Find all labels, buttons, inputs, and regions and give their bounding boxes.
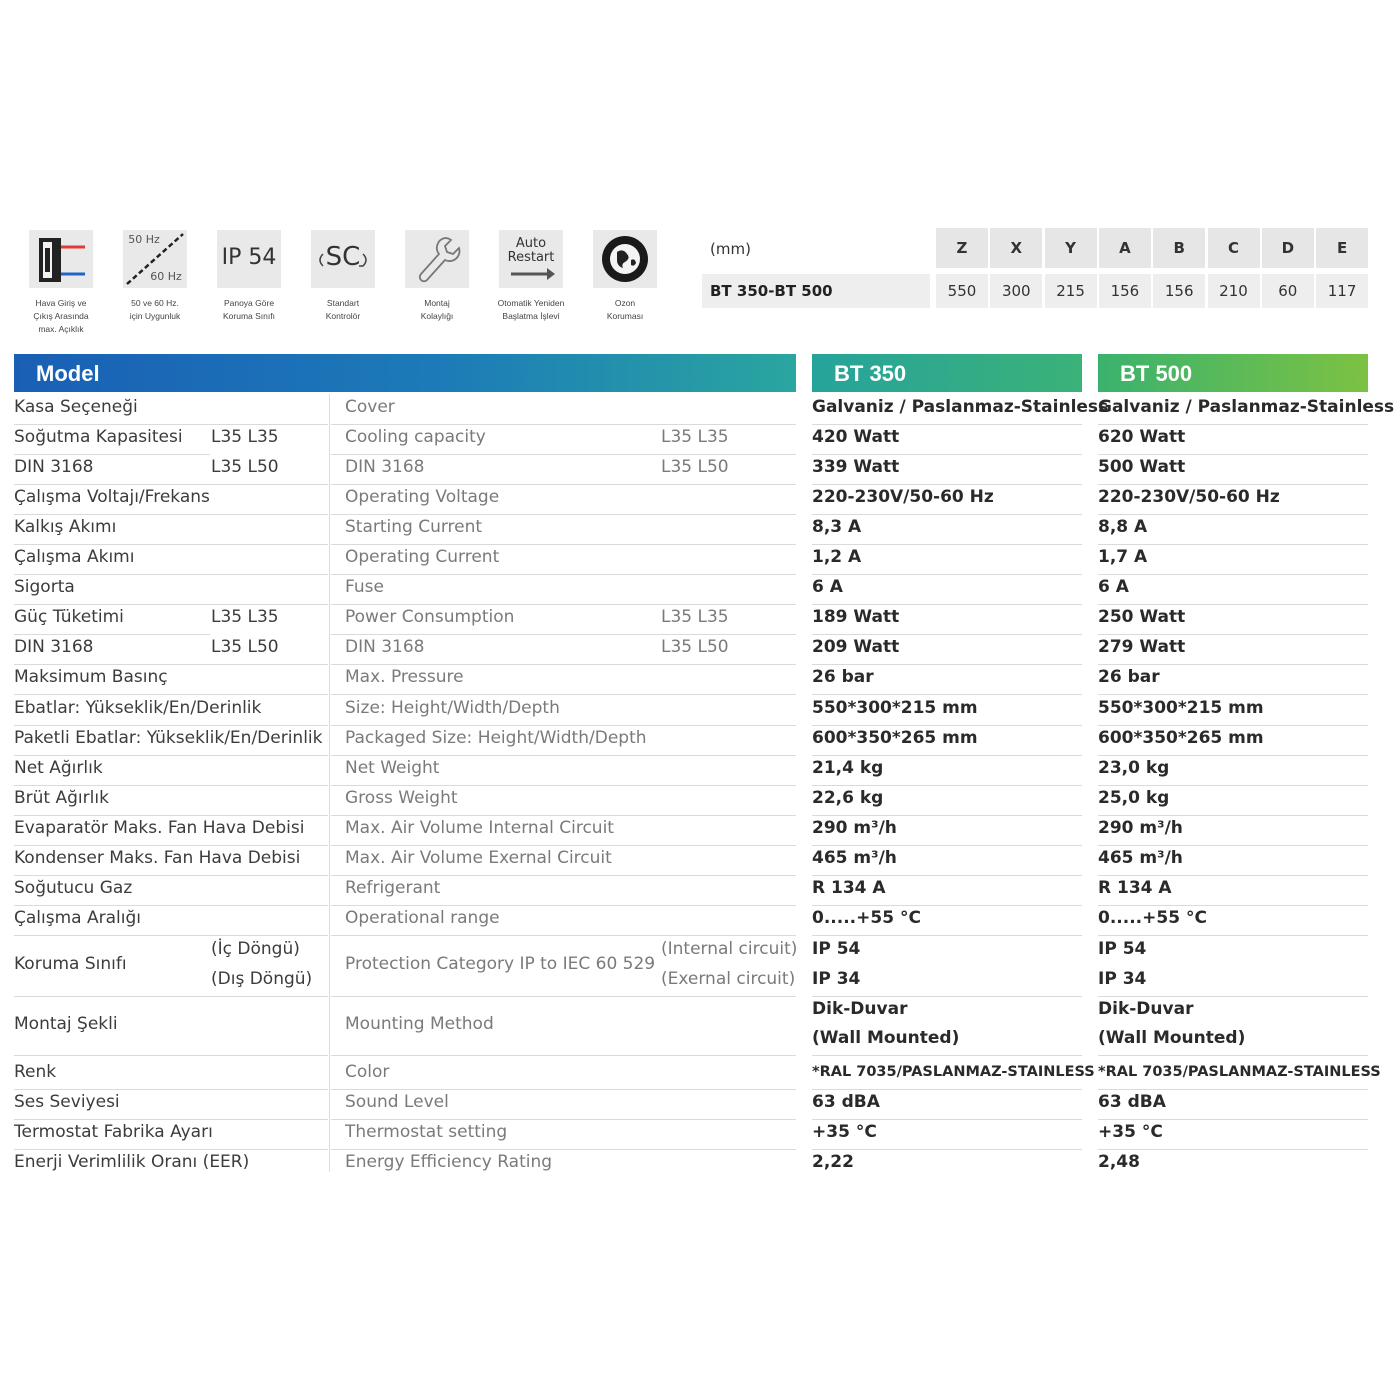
row-separator [812, 875, 1082, 876]
spec-sublabel-tr: L35 L50 [211, 457, 279, 478]
row-separator [331, 725, 796, 726]
row-separator [331, 755, 796, 756]
row-separator [1098, 935, 1368, 936]
dimension-header: Z [936, 228, 988, 268]
row-separator [331, 1089, 796, 1090]
row-separator [812, 845, 1082, 846]
row-separator [1098, 905, 1368, 906]
row-separator [1098, 1055, 1368, 1056]
bt500-value: 620 Watt [1098, 427, 1186, 448]
row-separator [331, 694, 796, 695]
spec-sublabel-tr: L35 L35 [211, 607, 279, 628]
bt350-value: 189 Watt [812, 607, 900, 628]
row-separator [14, 574, 328, 575]
dimension-header: E [1316, 228, 1368, 268]
bt350-value: 339 Watt [812, 457, 900, 478]
bt500-value: 250 Watt [1098, 607, 1186, 628]
row-separator [1098, 1119, 1368, 1120]
bt350-value: Dik-Duvar [812, 998, 908, 1019]
dimension-value: 550 [936, 274, 988, 308]
feature-caption: Montaj [424, 298, 450, 308]
row-separator [812, 634, 1082, 635]
spec-label-tr: Termostat Fabrika Ayarı [14, 1122, 213, 1142]
bt350-value: IP 34 [812, 968, 861, 989]
row-separator [331, 634, 796, 635]
row-separator [331, 905, 796, 906]
bt500-header: BT 500 [1098, 354, 1368, 392]
row-separator [14, 1055, 328, 1056]
row-separator [331, 996, 796, 997]
row-separator [14, 694, 328, 695]
spec-label-en: Sound Level [345, 1091, 449, 1112]
spec-label-en: DIN 3168 [345, 457, 425, 478]
row-separator [1098, 514, 1368, 515]
spec-label-en: Cover [345, 397, 395, 417]
standard-control-icon [311, 230, 375, 288]
bt500-value: 23,0 kg [1098, 757, 1170, 778]
row-separator [812, 1055, 1082, 1056]
row-separator [331, 875, 796, 876]
dimensions-model: BT 350-BT 500 [702, 274, 930, 308]
feature-frequency [108, 230, 202, 323]
spec-label-en: Starting Current [345, 517, 483, 538]
spec-label-en: Size: Height/Width/Depth [345, 697, 560, 718]
row-separator [812, 664, 1082, 665]
bt500-value: 8,8 A [1098, 517, 1148, 538]
spec-label-en: Power Consumption [345, 607, 515, 628]
bt350-value: 0.....+55 °C [812, 907, 921, 928]
row-separator [812, 544, 1082, 545]
bt500-value: 6 A [1098, 577, 1129, 598]
bt500-value: 26 bar [1098, 667, 1160, 688]
row-separator [331, 664, 796, 665]
feature-caption: Standart [326, 298, 360, 308]
row-separator [812, 996, 1082, 997]
spec-sublabel-en: L35 L35 [661, 607, 729, 628]
spec-label-tr: Kondenser Maks. Fan Hava Debisi [14, 847, 301, 868]
spec-label-tr: Kasa Seçeneği [14, 397, 138, 417]
ip-rating-icon [217, 230, 281, 288]
row-separator [14, 785, 328, 786]
feature-caption: Otomatik Yeniden [497, 298, 565, 308]
bt350-header: BT 350 [812, 354, 1082, 392]
row-separator [812, 725, 1082, 726]
spec-label-en: Gross Weight [345, 787, 458, 808]
spec-label-tr: Paketli Ebatlar: Yükseklik/En/Derinlik [14, 727, 323, 748]
row-separator [14, 935, 328, 936]
spec-label-en: Net Weight [345, 757, 440, 778]
row-separator [331, 785, 796, 786]
dimension-value: 300 [990, 274, 1042, 308]
spec-label-tr: Renk [14, 1061, 57, 1082]
feature-caption: için Uygunluk [129, 311, 181, 321]
row-separator [812, 604, 1082, 605]
bt350-value: 63 dBA [812, 1091, 880, 1112]
row-separator [14, 604, 328, 605]
feature-caption: Kontrolör [325, 311, 361, 321]
dimension-value: 215 [1045, 274, 1097, 308]
row-separator [331, 845, 796, 846]
spec-label-tr: Soğutucu Gaz [14, 877, 133, 898]
spec-label-tr: Ebatlar: Yükseklik/En/Derinlik [14, 697, 262, 718]
dimensions-unit: (mm) [710, 240, 751, 258]
spec-label-en: Operating Voltage [345, 487, 500, 508]
dimension-header: Y [1045, 228, 1097, 268]
bt350-value: 600*350*265 mm [812, 727, 978, 748]
frequency-icon [123, 230, 187, 288]
spec-sublabel-tr: L35 L50 [211, 637, 279, 658]
auto-restart-label-bottom: Restart [507, 250, 555, 265]
row-separator [14, 664, 328, 665]
spec-label-en: Fuse [345, 577, 384, 598]
bt350-value: 465 m³/h [812, 847, 897, 868]
row-separator [1098, 604, 1368, 605]
protection-label-en: Protection Category IP to IEC 60 529 [345, 953, 656, 974]
row-separator [812, 815, 1082, 816]
spec-label-tr: Çalışma Aralığı [14, 907, 141, 928]
spec-label-tr: Enerji Verimlilik Oranı (EER) [14, 1152, 250, 1173]
bt350-value: 1,2 A [812, 547, 862, 568]
bt350-value: Galvaniz / Paslanmaz-Stainless [812, 397, 1109, 417]
row-separator [14, 996, 328, 997]
dimension-header: X [990, 228, 1042, 268]
row-separator [14, 544, 328, 545]
bt350-value: 6 A [812, 577, 843, 598]
feature-caption: Panoya Göre [223, 298, 275, 308]
feature-caption: Başlatma İşlevi [502, 311, 560, 321]
row-separator [812, 785, 1082, 786]
bt500-value: 465 m³/h [1098, 847, 1183, 868]
row-separator [14, 875, 328, 876]
row-separator [14, 484, 328, 485]
row-separator [1098, 484, 1368, 485]
model-header: Model [14, 354, 796, 392]
row-separator [812, 484, 1082, 485]
spec-label-tr: Sigorta [14, 577, 75, 598]
spec-label-tr: DIN 3168 [14, 457, 94, 478]
feature-caption: Hava Giriş ve [35, 298, 87, 308]
feature-auto-restart [484, 230, 578, 323]
bt350-value: 26 bar [812, 667, 874, 688]
bt350-value: 22,6 kg [812, 787, 884, 808]
spec-label-tr: Çalışma Voltajı/Frekans [14, 487, 210, 508]
row-separator [331, 574, 796, 575]
bt350-value: 2,22 [812, 1152, 854, 1173]
dimensions-table [702, 228, 1368, 310]
spec-label-tr: Ses Seviyesi [14, 1091, 120, 1112]
row-separator [1098, 544, 1368, 545]
row-separator [14, 514, 328, 515]
bt350-value: (Wall Mounted) [812, 1027, 960, 1048]
bt350-value: 420 Watt [812, 427, 900, 448]
row-separator [812, 1119, 1082, 1120]
bt350-value: 209 Watt [812, 637, 900, 658]
spec-label-tr: Soğutma Kapasitesi [14, 427, 183, 448]
dimension-header: C [1208, 228, 1260, 268]
auto-restart-icon [499, 230, 563, 288]
spec-label-tr: Net Ağırlık [14, 757, 103, 778]
spec-label-en: Max. Pressure [345, 667, 464, 688]
row-separator [812, 935, 1082, 936]
feature-caption: Ozon [614, 298, 636, 308]
bt350-value: 220-230V/50-60 Hz [812, 487, 994, 508]
column-divider [329, 394, 330, 1172]
mounting-label-tr: Montaj Şekli [14, 1013, 118, 1034]
row-separator [812, 454, 1082, 455]
row-separator [14, 1149, 328, 1150]
spec-sublabel-en: L35 L50 [661, 457, 729, 478]
row-separator [14, 725, 328, 726]
bt500-value: 0.....+55 °C [1098, 907, 1207, 928]
row-separator [331, 1055, 796, 1056]
bt500-value: Galvaniz / Paslanmaz-Stainless [1098, 397, 1395, 417]
spec-label-en: Thermostat setting [345, 1122, 508, 1142]
bt500-value: 279 Watt [1098, 637, 1186, 658]
bt500-value: 63 dBA [1098, 1091, 1166, 1112]
feature-mounting [390, 230, 484, 323]
feature-ozone [578, 230, 672, 323]
auto-restart-label-top: Auto [515, 236, 547, 251]
bt500-value: IP 34 [1098, 968, 1147, 989]
dimension-header: D [1262, 228, 1314, 268]
row-separator [812, 574, 1082, 575]
bt500-value: 600*350*265 mm [1098, 727, 1264, 748]
bt500-value: 290 m³/h [1098, 817, 1183, 838]
bt350-value: 550*300*215 mm [812, 697, 978, 718]
bt500-value: Dik-Duvar [1098, 998, 1194, 1019]
bt350-value: 290 m³/h [812, 817, 897, 838]
bt500-value: IP 54 [1098, 938, 1147, 959]
spec-label-tr: Güç Tüketimi [14, 607, 124, 628]
row-separator [812, 514, 1082, 515]
row-separator [14, 905, 328, 906]
row-separator [1098, 1149, 1368, 1150]
standard-control-label: SC [325, 242, 361, 272]
protection-sublabel-tr: (İç Döngü) [211, 938, 300, 959]
frequency-label-bottom: 60 Hz [150, 270, 182, 283]
bt500-value: 220-230V/50-60 Hz [1098, 487, 1280, 508]
row-separator [812, 1149, 1082, 1150]
row-separator [14, 454, 210, 455]
row-separator [1098, 634, 1368, 635]
row-separator [14, 634, 210, 635]
row-separator [1098, 785, 1368, 786]
row-separator [331, 514, 796, 515]
row-separator [1098, 755, 1368, 756]
row-separator [14, 755, 328, 756]
row-separator [14, 815, 328, 816]
spec-sublabel-en: L35 L35 [661, 427, 729, 448]
row-separator [1098, 1089, 1368, 1090]
feature-air-gap [14, 230, 108, 336]
feature-caption: Kolaylığı [420, 311, 454, 321]
row-separator [1098, 694, 1368, 695]
bt500-value: 25,0 kg [1098, 787, 1170, 808]
dimension-header: A [1099, 228, 1151, 268]
spec-label-en: Cooling capacity [345, 427, 486, 448]
bt500-value: 500 Watt [1098, 457, 1186, 478]
spec-label-en: Max. Air Volume Exernal Circuit [345, 847, 612, 868]
wrench-icon [405, 230, 469, 288]
bt350-value: +35 °C [812, 1122, 877, 1142]
bt350-value: 8,3 A [812, 517, 862, 538]
feature-standard-control [296, 230, 390, 323]
row-separator [1098, 725, 1368, 726]
bt500-value: 1,7 A [1098, 547, 1148, 568]
spec-label-en: Color [345, 1061, 390, 1082]
row-separator [812, 694, 1082, 695]
feature-caption: Çıkış Arasında [33, 311, 89, 321]
ozone-globe-icon [593, 230, 657, 288]
spec-label-en: DIN 3168 [345, 637, 425, 658]
row-separator [14, 1089, 328, 1090]
bt500-value: R 134 A [1098, 877, 1172, 898]
dimension-header: B [1153, 228, 1205, 268]
row-separator [331, 935, 796, 936]
row-separator [1098, 574, 1368, 575]
bt500-value: 550*300*215 mm [1098, 697, 1264, 718]
frequency-label-top: 50 Hz [128, 233, 160, 246]
row-separator [331, 604, 796, 605]
spec-sublabel-tr: L35 L35 [211, 427, 279, 448]
dimension-value: 156 [1153, 274, 1205, 308]
ip-rating-label: IP 54 [221, 245, 277, 270]
spec-label-en: Operating Current [345, 547, 500, 568]
feature-caption: Koruması [606, 311, 644, 321]
bt350-value: *RAL 7035/PASLANMAZ-STAINLESS [812, 1063, 1095, 1080]
row-separator [1098, 454, 1368, 455]
row-separator [331, 544, 796, 545]
bt500-value: +35 °C [1098, 1122, 1163, 1142]
spec-label-en: Refrigerant [345, 877, 441, 898]
mounting-label-en: Mounting Method [345, 1013, 494, 1034]
row-separator [331, 454, 796, 455]
spec-label-tr: Evaparatör Maks. Fan Hava Debisi [14, 817, 305, 838]
row-separator [1098, 875, 1368, 876]
spec-label-tr: Kalkış Akımı [14, 517, 117, 538]
spec-label-en: Operational range [345, 907, 500, 928]
bt350-value: R 134 A [812, 877, 886, 898]
feature-caption: 50 ve 60 Hz. [131, 298, 179, 308]
spec-label-tr: DIN 3168 [14, 637, 94, 658]
bt500-value: *RAL 7035/PASLANMAZ-STAINLESS [1098, 1063, 1381, 1080]
row-separator [331, 815, 796, 816]
spec-label-tr: Maksimum Basınç [14, 667, 168, 688]
row-separator [812, 1089, 1082, 1090]
row-separator [1098, 845, 1368, 846]
dimension-value: 117 [1316, 274, 1368, 308]
spec-label-en: Packaged Size: Height/Width/Depth [345, 727, 647, 748]
dimension-value: 210 [1208, 274, 1260, 308]
bt350-value: 21,4 kg [812, 757, 884, 778]
row-separator [1098, 664, 1368, 665]
row-separator [1098, 815, 1368, 816]
bt500-value: 2,48 [1098, 1152, 1140, 1173]
feature-caption: max. Açıklık [38, 324, 84, 334]
dimension-value: 156 [1099, 274, 1151, 308]
protection-label-tr: Koruma Sınıfı [14, 953, 127, 974]
row-separator [1098, 996, 1368, 997]
dimension-value: 60 [1262, 274, 1314, 308]
row-separator [812, 905, 1082, 906]
row-separator [812, 755, 1082, 756]
row-separator [14, 1119, 328, 1120]
feature-caption: Koruma Sınıfı [223, 311, 275, 321]
bt500-value: (Wall Mounted) [1098, 1027, 1246, 1048]
spec-label-en: Energy Efficiency Rating [345, 1152, 553, 1173]
row-separator [331, 484, 796, 485]
protection-sublabel-tr: (Dış Döngü) [211, 968, 313, 989]
feature-icons [14, 230, 664, 340]
spec-label-tr: Çalışma Akımı [14, 547, 135, 568]
protection-sublabel-en: (Exernal circuit) [661, 968, 796, 989]
row-separator [1098, 424, 1368, 425]
row-separator [331, 1149, 796, 1150]
row-separator [812, 424, 1082, 425]
bt350-value: IP 54 [812, 938, 861, 959]
spec-label-en: Max. Air Volume Internal Circuit [345, 817, 614, 838]
spec-label-tr: Brüt Ağırlık [14, 787, 109, 808]
protection-sublabel-en: (Internal circuit) [661, 938, 798, 959]
row-separator [14, 845, 328, 846]
spec-sublabel-en: L35 L50 [661, 637, 729, 658]
row-separator [14, 424, 328, 425]
row-separator [331, 424, 796, 425]
air-inlet-outlet-icon [29, 230, 93, 288]
row-separator [331, 1119, 796, 1120]
feature-ip-rating [202, 230, 296, 323]
